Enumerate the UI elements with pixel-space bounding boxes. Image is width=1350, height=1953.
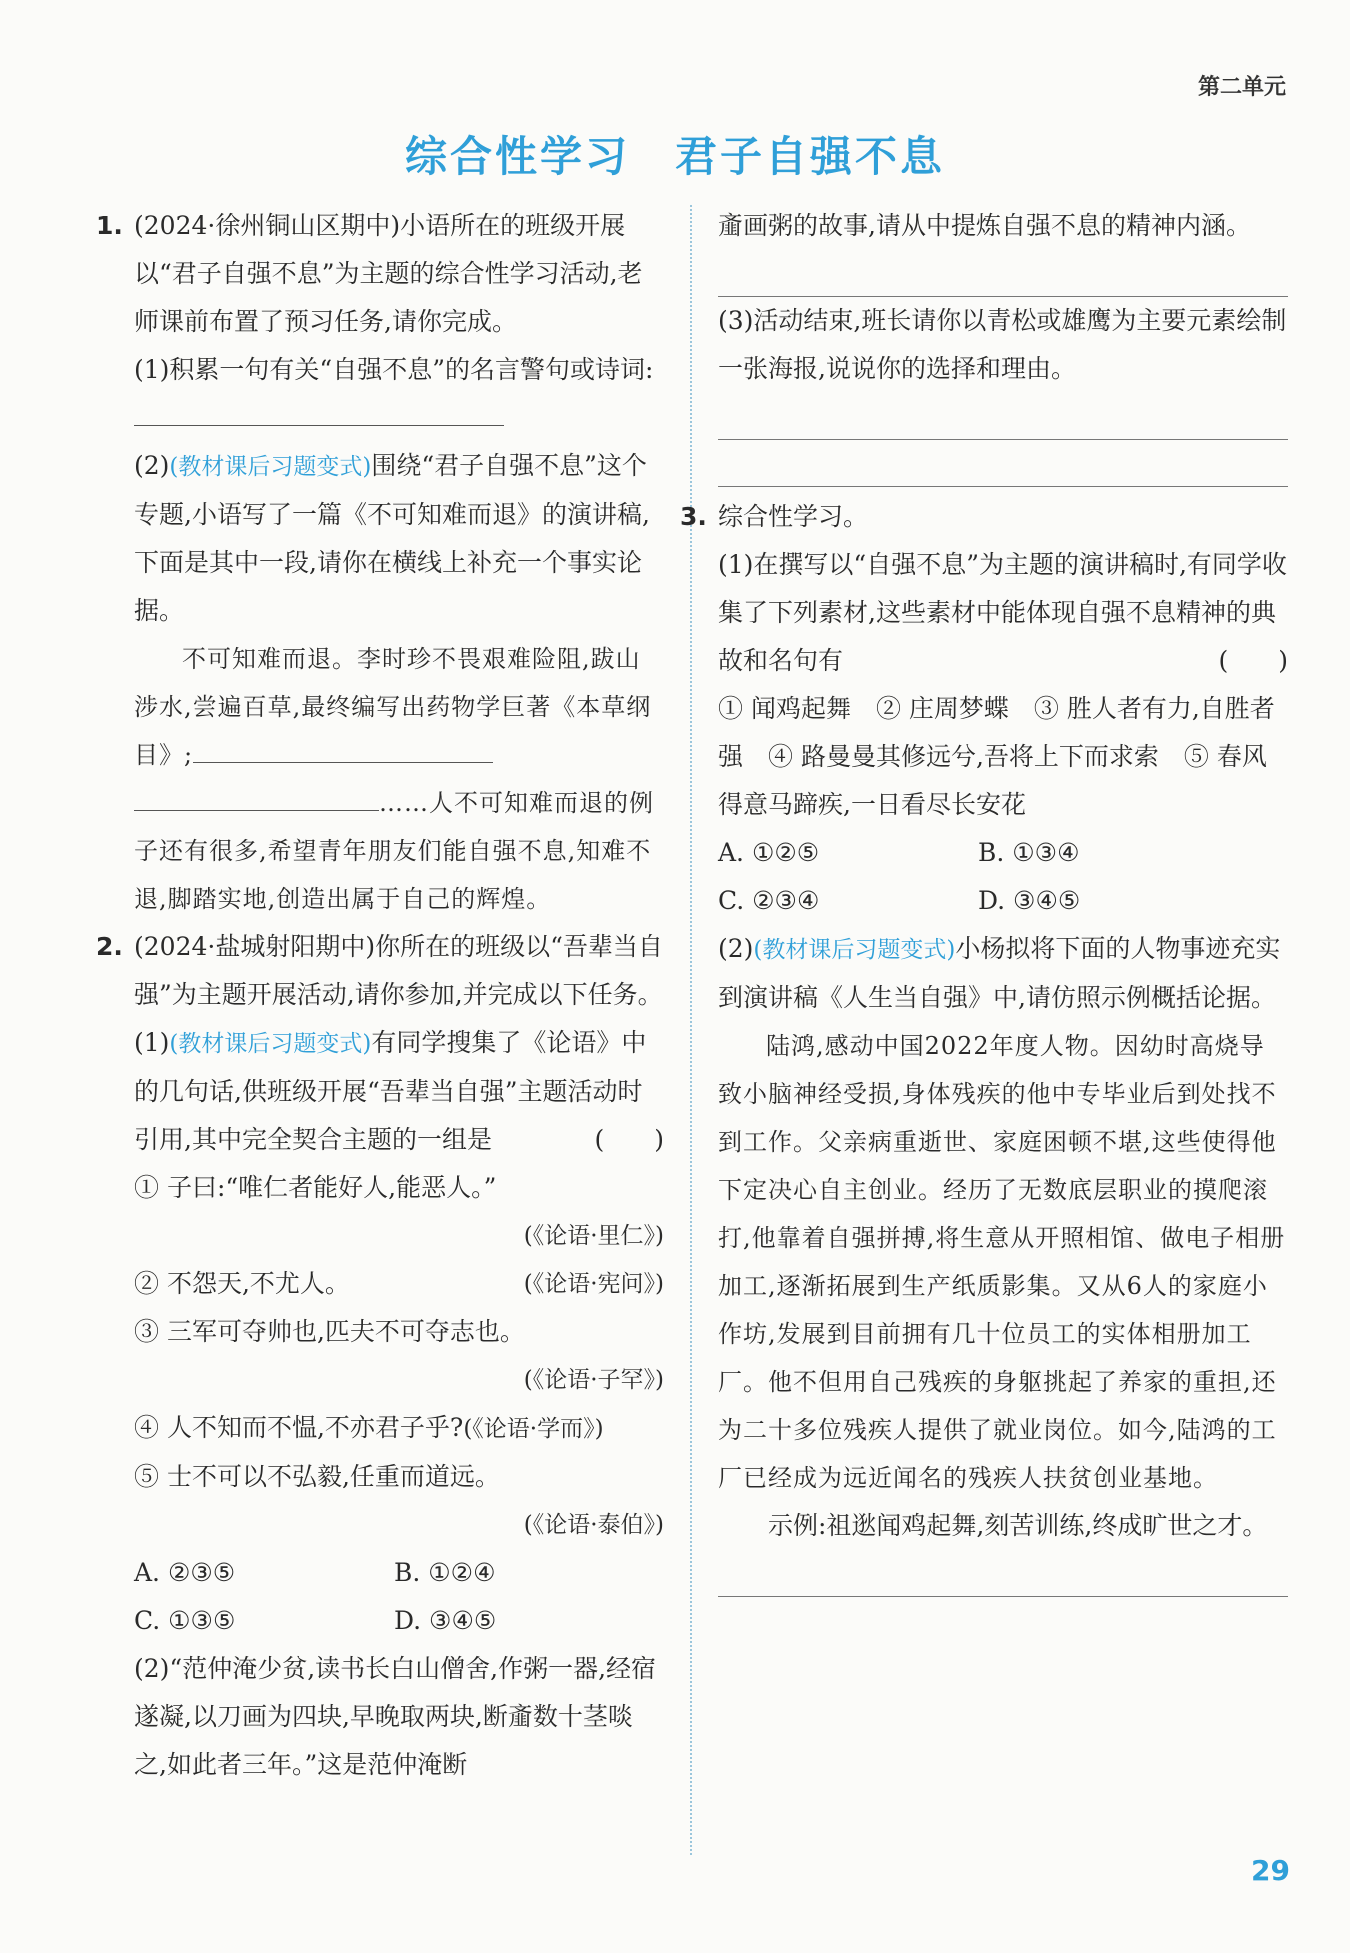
q3-part2 [718, 925, 1288, 1022]
unit-label: 第二单元 [1197, 75, 1286, 100]
part-prefix: (1) [134, 1028, 170, 1057]
item-text: ④ 人不知而不愠,不亦君子乎? [134, 1413, 464, 1442]
source-citation: (《论语·子罕》) [523, 1367, 664, 1393]
q3-part1 [718, 541, 1288, 685]
textbook-tag: (教材课后习题变式) [753, 937, 956, 963]
q1-part2 [96, 442, 664, 635]
q2-part3: (3)活动结束,班长请你以青松或雄鹰为主要元素绘制一张海报,说说你的选择和理由。 [718, 306, 1287, 383]
textbook-tag: (教材课后习题变式) [169, 454, 372, 480]
question-1 [96, 202, 664, 346]
page-title: 综合性学习 君子自强不息 [404, 132, 945, 181]
q3-part1-text: (1)在撰写以“自强不息”为主题的演讲稿时,有同学收集了下列素材,这些素材中能体现自强不息精神的典故和名句有 [718, 550, 1287, 675]
question-2 [96, 923, 664, 1019]
list-item [134, 1260, 664, 1308]
list-item: ⑤ 士不可以不弘毅,任重而道远。 [134, 1462, 500, 1491]
answer-bracket[interactable]: ( ) [1218, 646, 1288, 675]
question-3 [680, 493, 1288, 541]
source-citation: (《论语·泰伯》) [523, 1512, 664, 1538]
page-number: 29 [1251, 1854, 1290, 1887]
column-divider [690, 205, 692, 1855]
option-b[interactable]: B. ①③④ [978, 838, 1080, 867]
answer-blank[interactable] [134, 780, 379, 811]
source-citation: (《论语·里仁》) [523, 1223, 664, 1249]
options-row [134, 1549, 664, 1597]
option-a[interactable]: A. ②③⑤ [134, 1558, 236, 1587]
q1-passage [96, 635, 664, 923]
q3-example: 示例:祖逖闻鸡起舞,刻苦训练,终成旷世之才。 [768, 1511, 1268, 1540]
option-c[interactable]: C. ②③④ [718, 886, 820, 915]
q3-part2-text: 小杨拟将下面的人物事迹充实到演讲稿《人生当自强》中,请仿照示例概括论据。 [718, 934, 1281, 1012]
source-citation: (《论语·宪问》) [523, 1271, 664, 1297]
q3-passage: 陆鸿,感动中国2022年度人物。因幼时高烧导致小脑神经受损,身体残疾的他中专毕业后到处找不到工作。父亲病重逝世、家庭困顿不堪,这些使得他下定决心自主创业。经历了无数底层职业的摸爬滚打,他靠着自强拼搏,将生意从开照相馆、做电子相册加工,逐渐拓展到生产纸质影集。又从6人的家庭小作坊,发展到目前拥有几十位员工的实体相册加工厂。他不但用自己残疾的身躯挑起了养家的重担,还为二十多位残疾人提供了就业岗位。如今,陆鸿的工厂已经成为远近闻名的残疾人扶贫创业基地。 [718, 1032, 1286, 1492]
q2-part1-text: 有同学搜集了《论语》中的几句话,供班级开展“吾辈当自强”主题活动时引用,其中完全契合主题的一组是 [134, 1028, 647, 1154]
passage-text: 不可知难而退。李时珍不畏艰难险阻,跋山涉水,尝遍百草,最终编写出药物学巨著《本草纲目》; [134, 645, 652, 769]
item-text: ② 不怨天,不尤人。 [134, 1269, 350, 1298]
option-d[interactable]: D. ③④⑤ [394, 1606, 497, 1635]
answer-blank[interactable] [134, 395, 504, 426]
question-intro: (2024·徐州铜山区期中)小语所在的班级开展以“君子自强不息”为主题的综合性学习活动,老师课前布置了预习任务,请你完成。 [134, 211, 643, 336]
textbook-tag: (教材课后习题变式) [169, 1031, 372, 1057]
question-number: 2. [96, 932, 123, 961]
options-row [134, 1597, 664, 1645]
answer-line[interactable] [718, 1550, 1288, 1597]
part-prefix: (2) [134, 451, 170, 480]
part-prefix: (2) [718, 934, 754, 963]
list-item: ① 子曰:“唯仁者能好人,能恶人。” [134, 1173, 497, 1202]
option-b[interactable]: B. ①②④ [394, 1558, 496, 1587]
answer-line[interactable] [718, 440, 1288, 487]
q1-part2-text: 围绕“君子自强不息”这个专题,小语写了一篇《不可知难而退》的演讲稿,下面是其中一段,请你在横线上补充一个事实论据。 [134, 451, 650, 625]
lunyu-list [96, 1164, 664, 1645]
q2-part1 [96, 1019, 664, 1164]
options-row [718, 829, 1288, 877]
source-citation: (《论语·学而》) [463, 1416, 604, 1442]
answer-bracket[interactable]: ( ) [594, 1125, 664, 1154]
list-item: ③ 三军可夺帅也,匹夫不可夺志也。 [134, 1317, 525, 1346]
q1-part1 [96, 346, 664, 442]
q2-part2-continued: 齑画粥的故事,请从中提炼自强不息的精神内涵。 [718, 211, 1251, 240]
question-number: 3. [680, 502, 707, 531]
option-d[interactable]: D. ③④⑤ [978, 886, 1081, 915]
answer-line[interactable] [718, 250, 1288, 297]
q1-part1-text: (1)积累一句有关“自强不息”的名言警句或诗词: [134, 355, 654, 384]
passage-text: ……人不可知难而退的例子还有很多,希望青年朋友们能自强不息,知难不退,脚踏实地,创造出属于自己的辉煌。 [134, 789, 654, 913]
q2-part2: (2)“范仲淹少贫,读书长白山僧舍,作粥一器,经宿遂凝,以刀画为四块,早晚取两块,断齑数十茎啖之,如此者三年。”这是范仲淹断 [134, 1654, 657, 1779]
answer-line[interactable] [718, 393, 1288, 440]
option-a[interactable]: A. ①②⑤ [718, 838, 820, 867]
list-item [134, 1404, 664, 1453]
answer-blank[interactable] [193, 732, 493, 763]
option-c[interactable]: C. ①③⑤ [134, 1606, 236, 1635]
right-column [680, 202, 1288, 1597]
question-intro: 综合性学习。 [718, 502, 869, 531]
options-row [718, 877, 1288, 925]
left-column [96, 202, 664, 1789]
q3-items: ① 闻鸡起舞 ② 庄周梦蝶 ③ 胜人者有力,自胜者强 ④ 路曼曼其修远兮,吾将上下而求索 ⑤ 春风得意马蹄疾,一日看尽长安花 [718, 694, 1275, 819]
question-number: 1. [96, 211, 123, 240]
question-intro: (2024·盐城射阳期中)你所在的班级以“吾辈当自强”为主题开展活动,请你参加,并完成以下任务。 [134, 932, 663, 1009]
